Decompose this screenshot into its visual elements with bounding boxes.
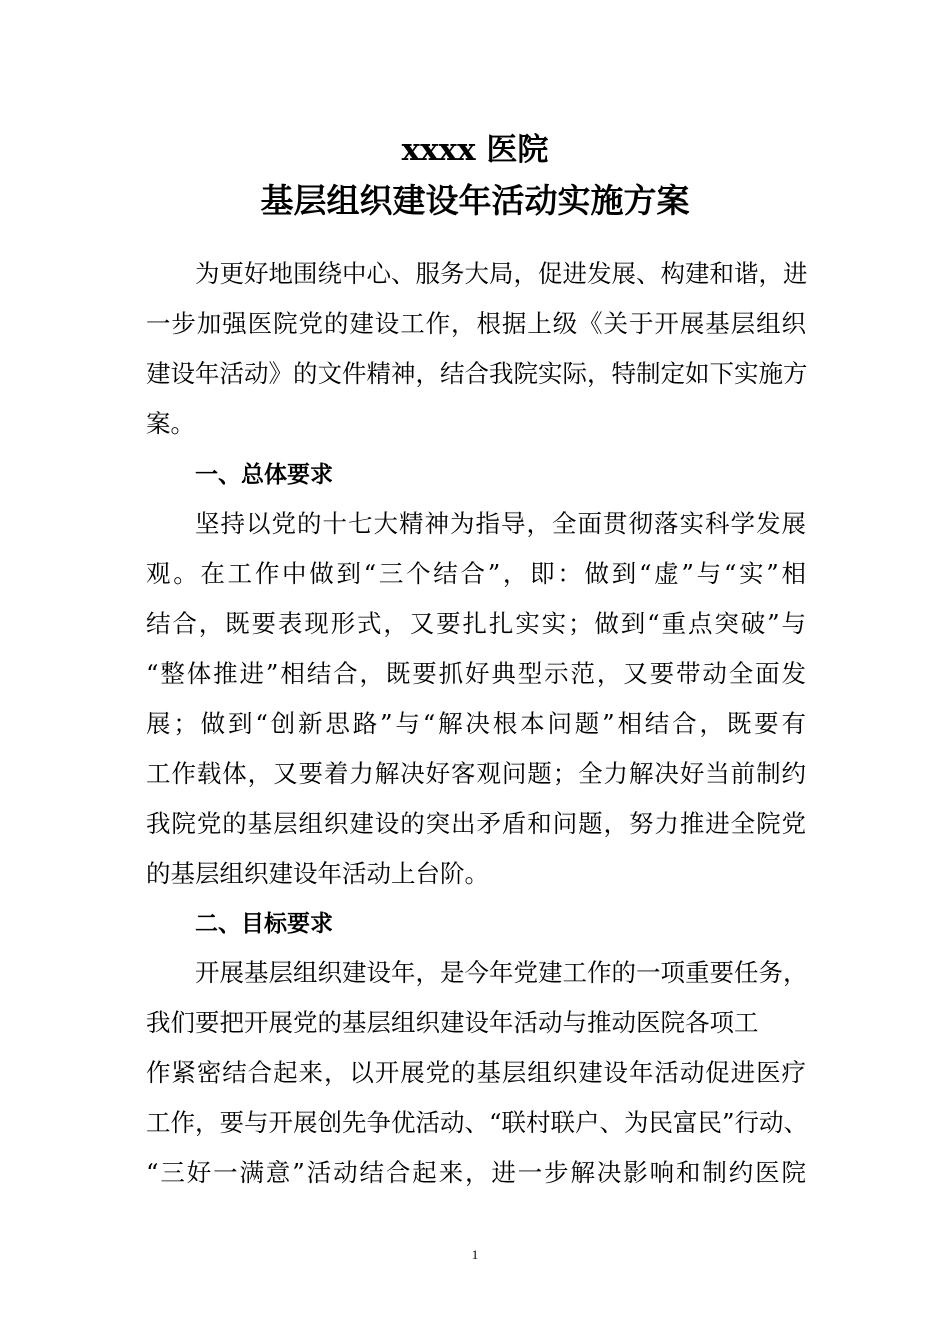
document-title-plan: 基层组织建设年活动实施方案 (260, 181, 690, 220)
section1-line: 的基层组织建设年活动上台阶。 (146, 859, 489, 888)
section2-line: “三好一满意”活动结合起来，进一步解决影响和制约医院 (146, 1158, 806, 1187)
section1-line: 展；做到“创新思路”与“解决根本问题”相结合，既要有 (146, 709, 806, 738)
section-heading-general-requirements: 一、总体要求 (195, 462, 333, 488)
section2-line: 工作，要与开展创先争优活动、“联村联户、为民富民”行动、 (146, 1108, 809, 1137)
section2-line: 我们要把开展党的基层组织建设年活动与推动医院各项工 (146, 1008, 759, 1037)
section2-line: 作紧密结合起来，以开展党的基层组织建设年活动促进医疗 (146, 1058, 806, 1087)
section-heading-target-requirements: 二、目标要求 (195, 911, 333, 937)
page-number: 1 (471, 1247, 479, 1262)
intro-line: 案。 (146, 409, 195, 438)
intro-line: 一步加强医院党的建设工作，根据上级《关于开展基层组织 (146, 309, 806, 338)
section1-line: 工作载体，又要着力解决好客观问题；全力解决好当前制约 (146, 759, 806, 788)
section1-line: 我院党的基层组织建设的突出矛盾和问题，努力推进全院党 (146, 809, 806, 838)
section2-line: 开展基层组织建设年，是今年党建工作的一项重要任务， (195, 958, 808, 987)
section1-line: 结合，既要表现形式，又要扎扎实实；做到“重点突破”与 (146, 609, 806, 638)
intro-line: 为更好地围绕中心、服务大局，促进发展、构建和谐，进 (195, 259, 808, 288)
intro-line: 建设年活动》的文件精神，结合我院实际，特制定如下实施方 (146, 359, 808, 388)
section1-line: 坚持以党的十七大精神为指导，全面贯彻落实科学发展 (195, 509, 806, 538)
section1-line: 观。在工作中做到“三个结合”，即：做到“虚”与“实”相 (146, 559, 806, 588)
section1-line: “整体推进”相结合，既要抓好典型示范，又要带动全面发 (146, 659, 806, 688)
document-title-hospital: xxxx 医院 (401, 132, 549, 168)
